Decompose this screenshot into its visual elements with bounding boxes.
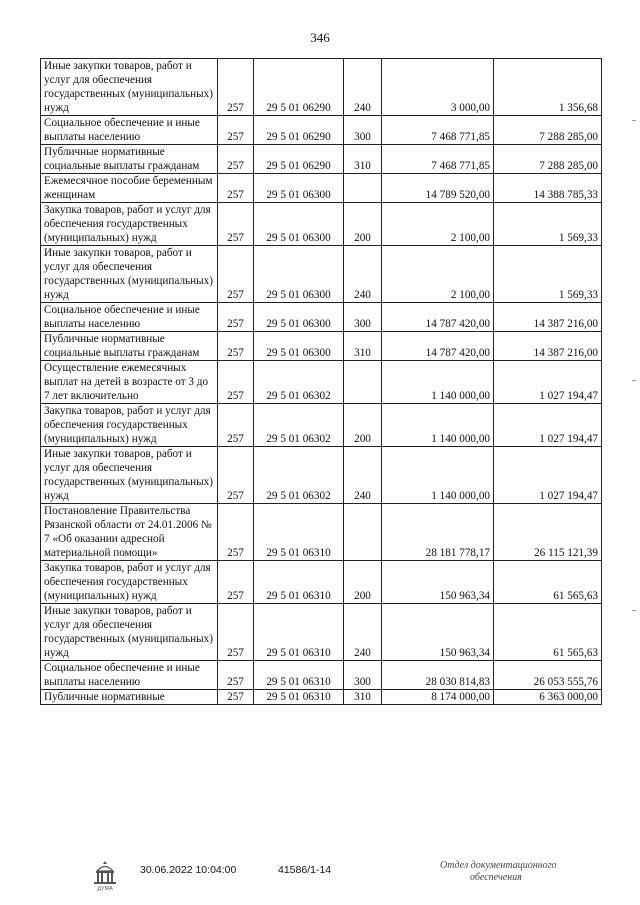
cell-ministry-code: 257 <box>218 203 254 246</box>
cell-planned-amount: 1 140 000,00 <box>382 447 494 504</box>
cell-planned-amount: 3 000,00 <box>382 59 494 116</box>
cell-ministry-code: 257 <box>218 116 254 145</box>
cell-executed-amount: 14 387 216,00 <box>494 332 602 361</box>
cell-target-code: 29 5 01 06290 <box>254 59 344 116</box>
cell-name: Осуществление ежемесячных выплат на детей в возрасте от 3 до 7 лет включительно <box>41 361 218 404</box>
cell-executed-amount: 61 565,63 <box>494 561 602 604</box>
cell-expense-type: 240 <box>344 447 382 504</box>
table-row <box>41 203 602 246</box>
cell-expense-type <box>344 504 382 561</box>
scan-edge-mark <box>632 610 636 611</box>
cell-executed-amount: 61 565,63 <box>494 604 602 661</box>
cell-ministry-code: 257 <box>218 404 254 447</box>
cell-executed-amount: 6 363 000,00 <box>494 690 602 705</box>
scan-edge-mark <box>632 120 636 121</box>
cell-target-code: 29 5 01 06302 <box>254 404 344 447</box>
cell-ministry-code: 257 <box>218 174 254 203</box>
cell-planned-amount: 2 100,00 <box>382 246 494 303</box>
cell-target-code: 29 5 01 06310 <box>254 504 344 561</box>
table-row <box>41 332 602 361</box>
cell-ministry-code: 257 <box>218 303 254 332</box>
cell-planned-amount: 150 963,34 <box>382 604 494 661</box>
footer <box>0 858 640 898</box>
cell-executed-amount: 26 115 121,39 <box>494 504 602 561</box>
cell-name: Иные закупки товаров, работ и услуг для обеспечения государственных (муниципальных) нужд <box>41 246 218 303</box>
table-row <box>41 116 602 145</box>
cell-ministry-code: 257 <box>218 332 254 361</box>
cell-name: Публичные нормативные социальные выплаты гражданам <box>41 145 218 174</box>
cell-target-code: 29 5 01 06290 <box>254 116 344 145</box>
table-row <box>41 561 602 604</box>
cell-expense-type: 300 <box>344 116 382 145</box>
cell-name: Ежемесячное пособие беременным женщинам <box>41 174 218 203</box>
cell-target-code: 29 5 01 06310 <box>254 604 344 661</box>
cell-target-code: 29 5 01 06310 <box>254 690 344 705</box>
cell-executed-amount: 14 387 216,00 <box>494 303 602 332</box>
department-stamp-line1: Отдел документационного <box>440 860 557 871</box>
cell-planned-amount: 28 181 778,17 <box>382 504 494 561</box>
cell-name: Закупка товаров, работ и услуг для обеспечения государственных (муниципальных) нужд <box>41 203 218 246</box>
cell-ministry-code: 257 <box>218 661 254 690</box>
cell-expense-type <box>344 361 382 404</box>
cell-executed-amount: 14 388 785,33 <box>494 174 602 203</box>
cell-target-code: 29 5 01 06290 <box>254 145 344 174</box>
cell-expense-type: 240 <box>344 604 382 661</box>
cell-name: Закупка товаров, работ и услуг для обеспечения государственных (муниципальных) нужд <box>41 561 218 604</box>
cell-executed-amount: 7 288 285,00 <box>494 116 602 145</box>
table-row <box>41 604 602 661</box>
cell-target-code: 29 5 01 06310 <box>254 661 344 690</box>
table-row <box>41 174 602 203</box>
cell-executed-amount: 26 053 555,76 <box>494 661 602 690</box>
cell-expense-type: 310 <box>344 145 382 174</box>
cell-planned-amount: 14 789 520,00 <box>382 174 494 203</box>
cell-executed-amount: 1 027 194,47 <box>494 361 602 404</box>
table-row <box>41 404 602 447</box>
table-row <box>41 504 602 561</box>
cell-name: Социальное обеспечение и иные выплаты населению <box>41 303 218 332</box>
cell-ministry-code: 257 <box>218 145 254 174</box>
cell-target-code: 29 5 01 06300 <box>254 332 344 361</box>
cell-planned-amount: 28 030 814,83 <box>382 661 494 690</box>
table-row <box>41 59 602 116</box>
cell-executed-amount: 1 569,33 <box>494 246 602 303</box>
budget-table <box>40 58 602 705</box>
cell-ministry-code: 257 <box>218 246 254 303</box>
cell-name: Иные закупки товаров, работ и услуг для обеспечения государственных (муниципальных) нужд <box>41 447 218 504</box>
cell-expense-type: 200 <box>344 561 382 604</box>
cell-name: Иные закупки товаров, работ и услуг для обеспечения государственных (муниципальных) нужд <box>41 604 218 661</box>
cell-planned-amount: 7 468 771,85 <box>382 116 494 145</box>
cell-planned-amount: 1 140 000,00 <box>382 361 494 404</box>
cell-expense-type: 310 <box>344 690 382 705</box>
table-row <box>41 447 602 504</box>
cell-target-code: 29 5 01 06310 <box>254 561 344 604</box>
cell-expense-type: 240 <box>344 246 382 303</box>
cell-name: Иные закупки товаров, работ и услуг для обеспечения государственных (муниципальных) нужд <box>41 59 218 116</box>
duma-logo-icon <box>88 858 122 892</box>
cell-expense-type: 240 <box>344 59 382 116</box>
cell-expense-type: 310 <box>344 332 382 361</box>
cell-ministry-code: 257 <box>218 504 254 561</box>
cell-target-code: 29 5 01 06300 <box>254 246 344 303</box>
cell-planned-amount: 7 468 771,85 <box>382 145 494 174</box>
scan-edge-mark <box>632 380 636 381</box>
table-row <box>41 145 602 174</box>
cell-target-code: 29 5 01 06302 <box>254 447 344 504</box>
cell-planned-amount: 14 787 420,00 <box>382 303 494 332</box>
cell-target-code: 29 5 01 06300 <box>254 203 344 246</box>
cell-planned-amount: 14 787 420,00 <box>382 332 494 361</box>
table-row <box>41 661 602 690</box>
cell-ministry-code: 257 <box>218 361 254 404</box>
table-row <box>41 303 602 332</box>
cell-name: Социальное обеспечение и иные выплаты населению <box>41 116 218 145</box>
cell-name: Публичные нормативные социальные выплаты гражданам <box>41 332 218 361</box>
cell-ministry-code: 257 <box>218 59 254 116</box>
cell-expense-type: 300 <box>344 303 382 332</box>
cell-name: Социальное обеспечение и иные выплаты населению <box>41 661 218 690</box>
cell-expense-type <box>344 174 382 203</box>
cell-executed-amount: 1 569,33 <box>494 203 602 246</box>
cell-executed-amount: 1 027 194,47 <box>494 447 602 504</box>
cell-target-code: 29 5 01 06300 <box>254 303 344 332</box>
cell-executed-amount: 1 027 194,47 <box>494 404 602 447</box>
cell-name: Постановление Правительства Рязанской области от 24.01.2006 № 7 «Об оказании адресной материальной помощи» <box>41 504 218 561</box>
cell-planned-amount: 2 100,00 <box>382 203 494 246</box>
cell-ministry-code: 257 <box>218 561 254 604</box>
cell-target-code: 29 5 01 06302 <box>254 361 344 404</box>
cell-expense-type: 200 <box>344 203 382 246</box>
table-row <box>41 361 602 404</box>
cell-ministry-code: 257 <box>218 690 254 705</box>
cell-ministry-code: 257 <box>218 604 254 661</box>
registration-datetime: 30.06.2022 10:04:00 <box>140 864 237 876</box>
page-number: 346 <box>310 30 330 45</box>
cell-planned-amount: 1 140 000,00 <box>382 404 494 447</box>
table-row <box>41 246 602 303</box>
cell-expense-type: 200 <box>344 404 382 447</box>
department-stamp-line2: обеспечения <box>470 872 522 883</box>
cell-name: Закупка товаров, работ и услуг для обеспечения государственных (муниципальных) нужд <box>41 404 218 447</box>
cell-target-code: 29 5 01 06300 <box>254 174 344 203</box>
cell-ministry-code: 257 <box>218 447 254 504</box>
cell-planned-amount: 8 174 000,00 <box>382 690 494 705</box>
cell-planned-amount: 150 963,34 <box>382 561 494 604</box>
svg-text:ДУМА: ДУМА <box>97 886 113 892</box>
table-row <box>41 690 602 705</box>
cell-expense-type: 300 <box>344 661 382 690</box>
cell-name: Публичные нормативные <box>41 690 218 705</box>
table-body <box>41 59 602 705</box>
registration-number: 41586/1-14 <box>278 864 332 876</box>
cell-executed-amount: 7 288 285,00 <box>494 145 602 174</box>
cell-executed-amount: 1 356,68 <box>494 59 602 116</box>
